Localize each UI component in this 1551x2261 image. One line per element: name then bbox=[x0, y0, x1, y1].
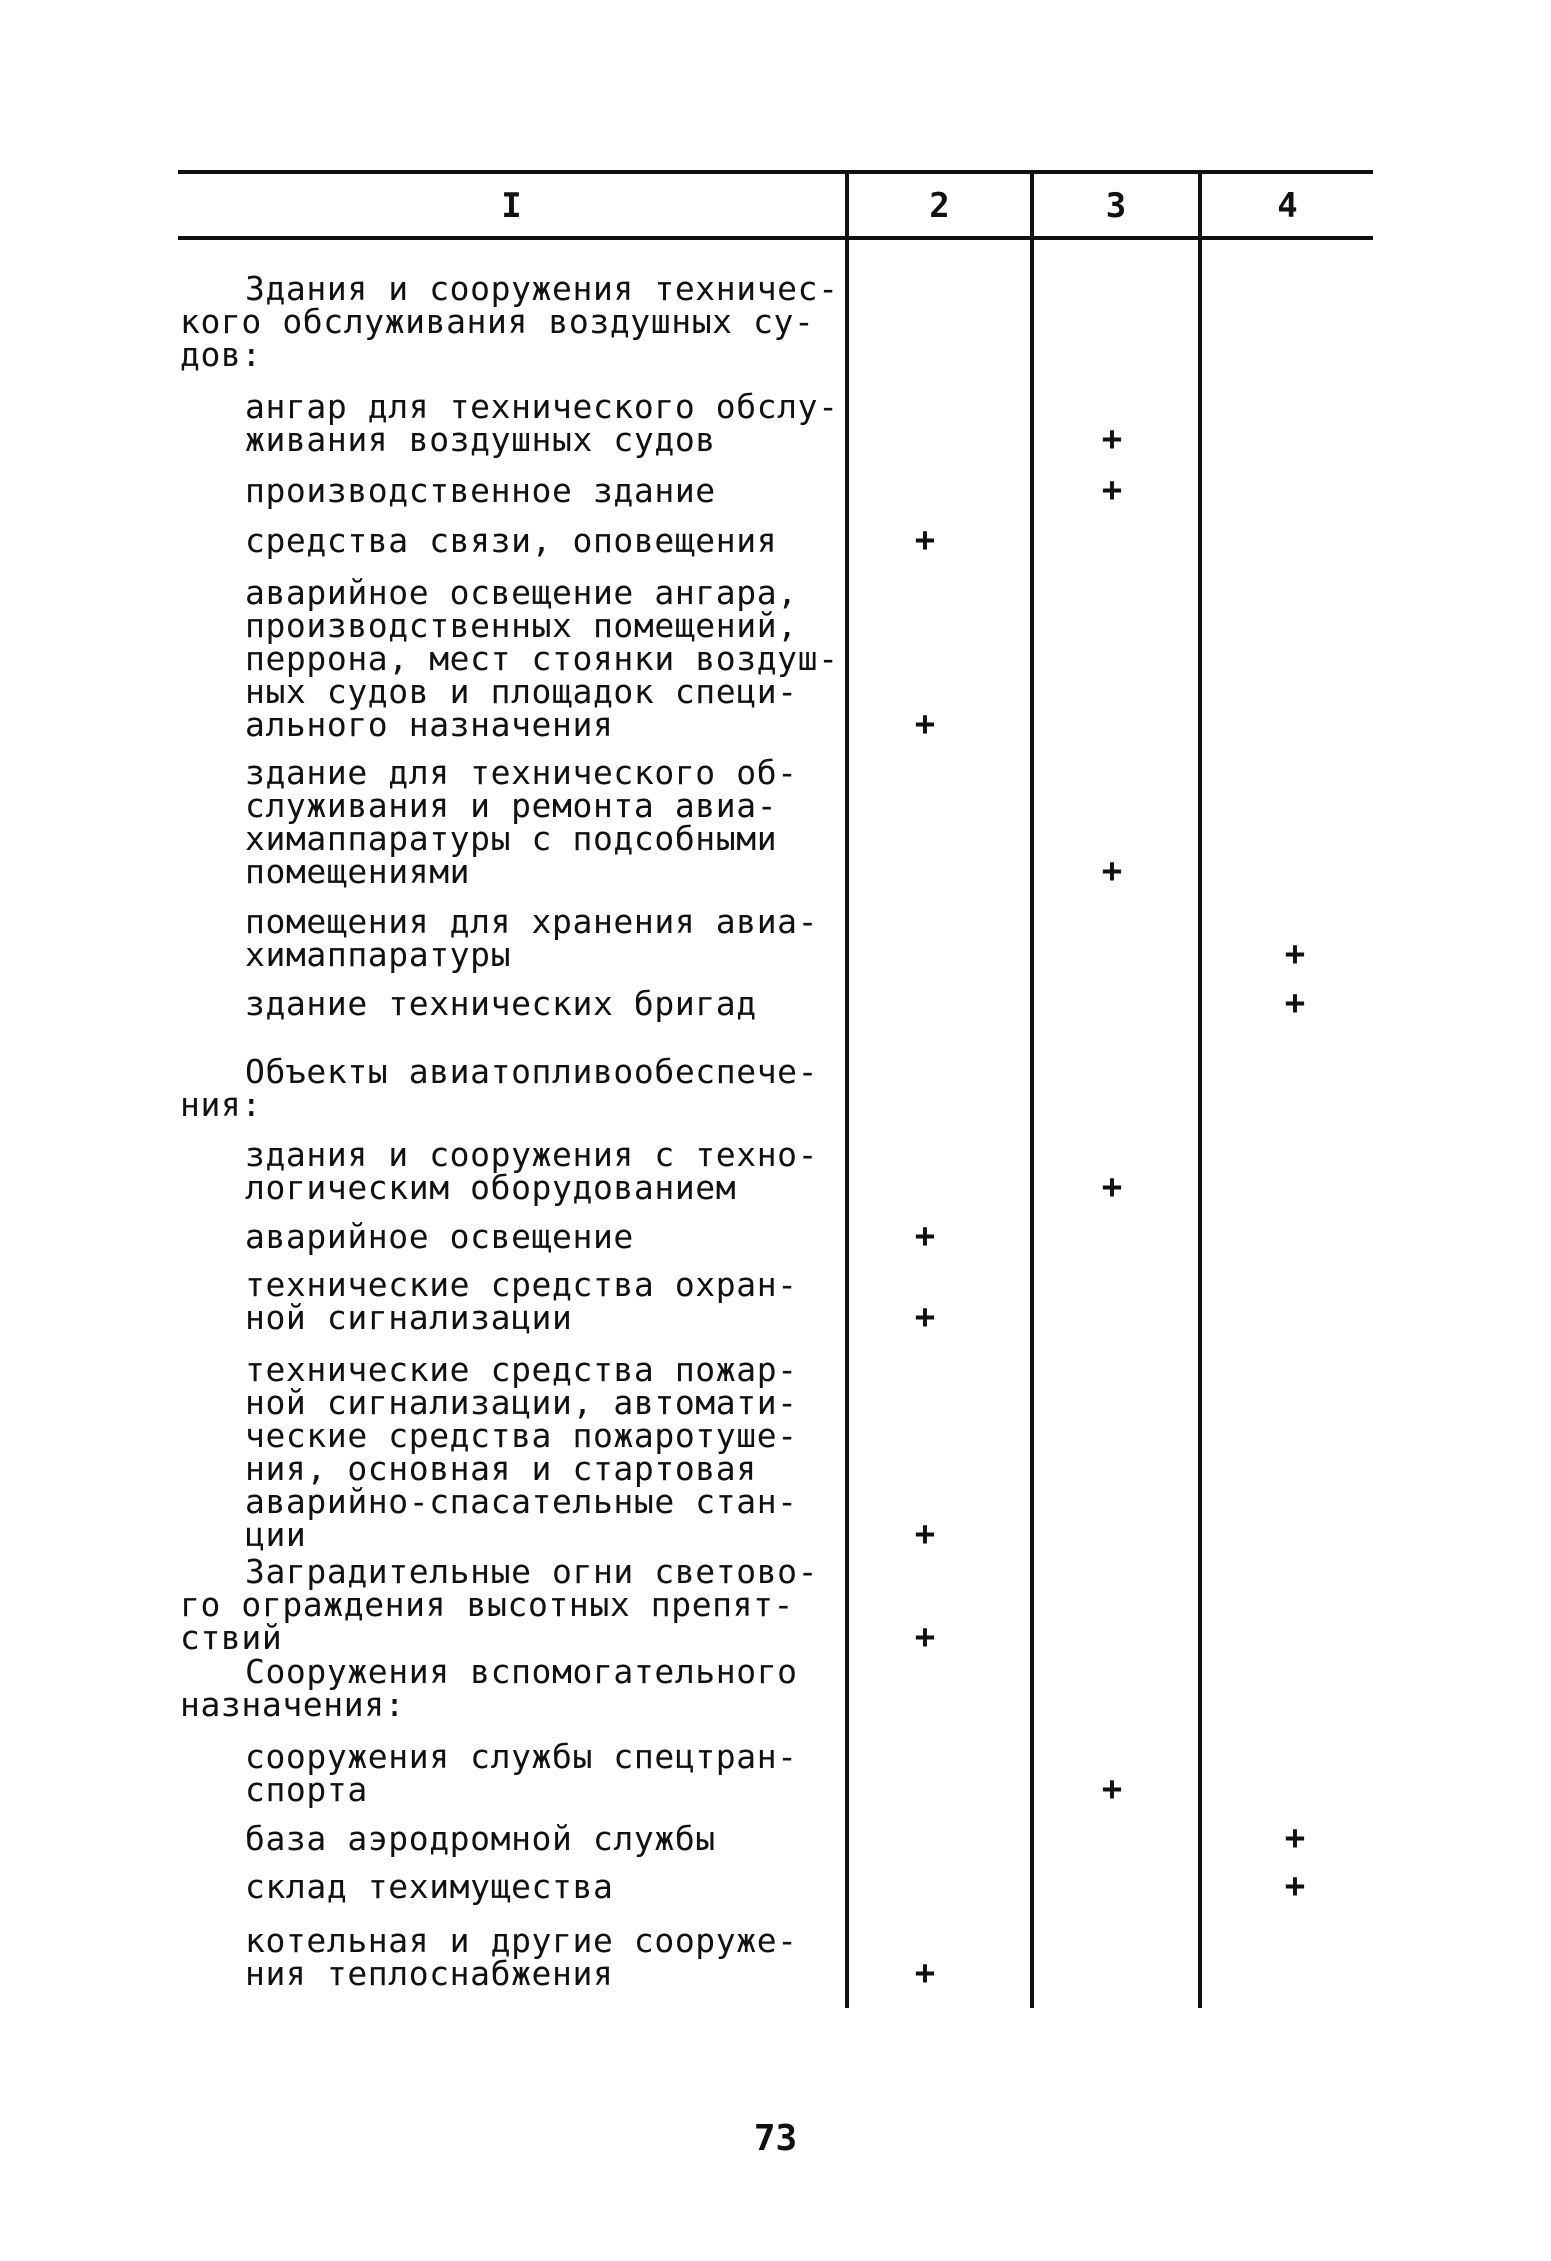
table-row-13-text-line: ной сигнализации, автомати- bbox=[245, 1383, 798, 1422]
table-header-rule bbox=[178, 236, 1373, 240]
table-row-6-text-line: химаппаратуры с подсобными bbox=[245, 819, 778, 858]
table-row-7-mark: + bbox=[1284, 934, 1306, 974]
table-row-6-mark: + bbox=[1101, 851, 1123, 891]
table-row-3-text-line: производственное здание bbox=[245, 471, 716, 510]
table-row-19-mark: + bbox=[914, 1953, 936, 1993]
column-header-2: 2 bbox=[929, 186, 950, 226]
table-row-18-mark: + bbox=[1284, 1866, 1306, 1906]
table-row-13-text-line: аварийно-спасательные стан- bbox=[245, 1482, 798, 1521]
table-row-11-mark: + bbox=[914, 1216, 936, 1256]
table-row-10-text-line: здания и сооружения с техно- bbox=[245, 1135, 819, 1174]
table-row-8-text-line: здание технических бригад bbox=[245, 984, 757, 1023]
table-row-18-text-line: склад техимущества bbox=[245, 1867, 614, 1906]
table-row-5-text-line: ных судов и площадок специ- bbox=[245, 672, 798, 711]
table-row-1-text-line: кого обслуживания воздушных су- bbox=[180, 302, 815, 341]
column-divider-2 bbox=[1030, 173, 1034, 2008]
table-row-5-text-line: производственных помещений, bbox=[245, 606, 798, 645]
table-row-6-text-line: помещениями bbox=[245, 852, 471, 891]
column-divider-3 bbox=[1198, 173, 1202, 2008]
table-row-19-text-line: ния теплоснабжения bbox=[245, 1954, 614, 1993]
table-row-14-mark: + bbox=[914, 1617, 936, 1657]
table-row-19-text-line: котельная и другие сооруже- bbox=[245, 1921, 798, 1960]
table-row-5-text-line: перрона, мест стоянки воздуш- bbox=[245, 639, 839, 678]
table-row-5-text-line: аварийное освещение ангара, bbox=[245, 573, 798, 612]
table-row-6-text-line: служивания и ремонта авиа- bbox=[245, 786, 778, 825]
table-row-2-text-line: ангар для технического обслу- bbox=[245, 387, 839, 426]
table-row-7-text-line: помещения для хранения авиа- bbox=[245, 902, 819, 941]
table-row-13-mark: + bbox=[914, 1514, 936, 1554]
column-divider-1 bbox=[845, 173, 849, 2008]
table-row-2-text-line: живания воздушных судов bbox=[245, 420, 716, 459]
table-row-4-text-line: средства связи, оповещения bbox=[245, 521, 778, 560]
table-row-13-text-line: ния, основная и стартовая bbox=[245, 1449, 757, 1488]
table-row-14-text-line: Заградительные огни светово- bbox=[245, 1552, 819, 1591]
table-row-15-text-line: назначения: bbox=[180, 1685, 406, 1724]
table-row-16-text-line: спорта bbox=[245, 1770, 368, 1809]
column-header-1: I bbox=[501, 186, 522, 226]
table-row-1-text-line: Здания и сооружения техничес- bbox=[245, 269, 839, 308]
table-row-11-text-line: аварийное освещение bbox=[245, 1217, 634, 1256]
column-header-3: 3 bbox=[1105, 186, 1127, 226]
table-row-9-text-line: ния: bbox=[180, 1085, 262, 1124]
table-row-13-text-line: технические средства пожар- bbox=[245, 1350, 798, 1389]
table-row-17-mark: + bbox=[1284, 1818, 1306, 1858]
table-row-12-mark: + bbox=[914, 1297, 936, 1337]
page-number: 73 bbox=[753, 2118, 798, 2159]
table-row-16-text-line: сооружения службы спецтран- bbox=[245, 1737, 798, 1776]
table-row-14-text-line: го ограждения высотных препят- bbox=[180, 1585, 795, 1624]
column-header-4: 4 bbox=[1277, 186, 1298, 226]
table-row-12-text-line: ной сигнализации bbox=[245, 1298, 573, 1337]
table-row-15-text-line: Сооружения вспомогательного bbox=[245, 1652, 798, 1691]
table-row-17-text-line: база аэродромной службы bbox=[245, 1819, 716, 1858]
table-row-5-mark: + bbox=[914, 704, 936, 744]
table-row-16-mark: + bbox=[1101, 1769, 1123, 1809]
table-row-2-mark: + bbox=[1101, 419, 1123, 459]
table-row-7-text-line: химаппаратуры bbox=[245, 935, 512, 974]
table-row-13-text-line: ции bbox=[245, 1515, 307, 1554]
table-row-4-mark: + bbox=[914, 520, 936, 560]
table-row-12-text-line: технические средства охран- bbox=[245, 1265, 798, 1304]
table-row-10-text-line: логическим оборудованием bbox=[245, 1168, 737, 1207]
table-row-9-text-line: Объекты авиатопливообеспече- bbox=[245, 1052, 819, 1091]
table-row-13-text-line: ческие средства пожаротуше- bbox=[245, 1416, 798, 1455]
table-row-5-text-line: ального назначения bbox=[245, 705, 614, 744]
table-row-3-mark: + bbox=[1101, 470, 1123, 510]
table-row-10-mark: + bbox=[1101, 1167, 1123, 1207]
table-row-14-text-line: ствий bbox=[180, 1618, 283, 1657]
table-row-6-text-line: здание для технического об- bbox=[245, 753, 798, 792]
table-row-8-mark: + bbox=[1284, 983, 1306, 1023]
table-row-1-text-line: дов: bbox=[180, 335, 262, 374]
table-top-rule bbox=[178, 170, 1373, 174]
